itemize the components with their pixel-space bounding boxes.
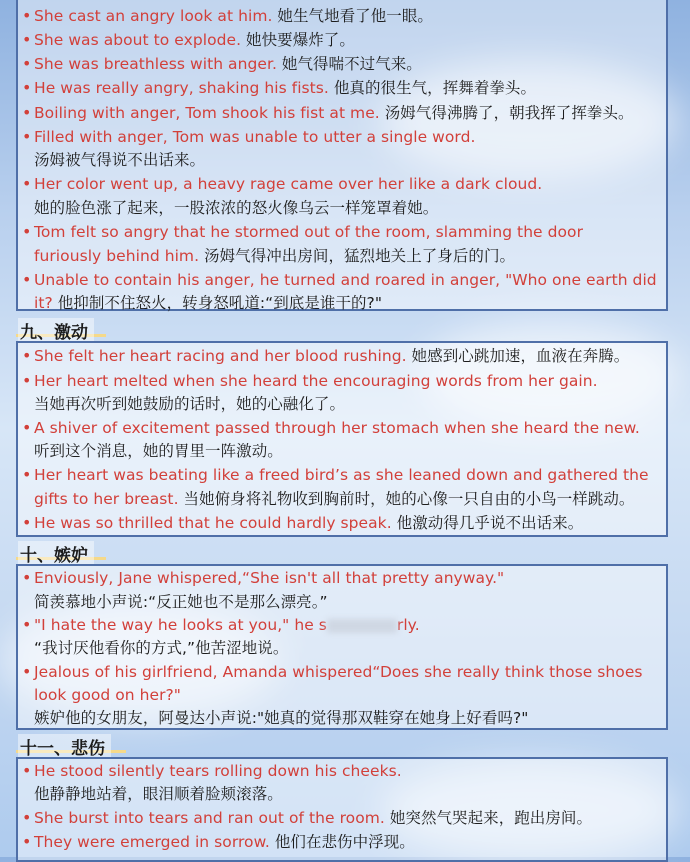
list-item: • Her heart melted when she heard the encouraging words from her gain.: [22, 371, 598, 390]
list-item-translation: 她的脸色涨了起来，一股浓浓的怒火像乌云一样笼罩着她。: [34, 199, 439, 217]
bullet-icon: •: [22, 6, 32, 25]
list-item: • Enviously, Jane whispered,“She isn't all that pretty anyway.": [22, 568, 505, 587]
bullet-icon: •: [22, 270, 32, 289]
list-item-continuation: furiously behind him. 汤姆气得冲出房间，猛烈地关上了身后的门。: [34, 247, 516, 265]
section-heading-jealousy: 十、嫉妒: [18, 541, 94, 566]
bullet-icon: •: [22, 30, 32, 49]
list-item-translation: 当她再次听到她鼓励的话时，她的心融化了。: [34, 395, 346, 413]
list-item-translation: 听到这个消息，她的胃里一阵激动。: [34, 442, 283, 460]
list-item-continuation: look good on her?": [34, 686, 181, 704]
bullet-icon: •: [22, 78, 32, 97]
bullet-icon: •: [22, 513, 32, 532]
bullet-icon: •: [22, 174, 32, 193]
list-item: • Tom felt so angry that he stormed out of the room, slamming the door: [22, 222, 584, 241]
bullet-icon: •: [22, 568, 32, 587]
list-item-translation: 他静静地站着，眼泪顺着脸颊滚落。: [34, 785, 283, 803]
list-item: • A shiver of excitement passed through her stomach when she heard the new.: [22, 418, 640, 437]
list-item: • Boiling with anger, Tom shook his fist at me. 汤姆气得沸腾了，朝我挥了挥拳头。: [22, 103, 634, 122]
bullet-icon: •: [22, 761, 32, 780]
list-item: • She cast an angry look at him. 她生气地看了他一眼。: [22, 6, 433, 25]
list-item-translation: 简羡慕地小声说:“反正她也不是那么漂亮。”: [34, 593, 328, 611]
list-item: • She was breathless with anger. 她气得喘不过气来。: [22, 54, 422, 73]
bullet-icon: •: [22, 222, 32, 241]
list-item-translation: 嫉妒他的女朋友，阿曼达小声说:"她真的觉得那双鞋穿在她身上好看吗?": [34, 709, 529, 727]
bullet-icon: •: [22, 662, 32, 681]
bullet-icon: •: [22, 371, 32, 390]
section-heading-excitement: 九、激动: [18, 318, 94, 343]
bullet-icon: •: [22, 615, 32, 634]
bullet-icon: •: [22, 808, 32, 827]
list-item: • Her color went up, a heavy rage came over her like a dark cloud.: [22, 174, 543, 193]
list-item: • She was about to explode. 她快要爆炸了。: [22, 30, 355, 49]
list-item: • "I hate the way he looks at you," he s rly.: [22, 615, 420, 634]
bullet-icon: •: [22, 127, 32, 146]
list-item: • They were emerged in sorrow. 他们在悲伤中浮现。: [22, 832, 415, 851]
bullet-icon: •: [22, 832, 32, 851]
blurred-text: [327, 619, 397, 633]
bullet-icon: •: [22, 418, 32, 437]
list-item: • Jealous of his girlfriend, Amanda whispered“Does she really think those shoes: [22, 662, 643, 681]
list-item: • He was so thrilled that he could hardly speak. 他激动得几乎说不出话来。: [22, 513, 584, 532]
section-heading-sadness: 十一、悲伤: [18, 734, 111, 759]
list-item: • Filled with anger, Tom was unable to utter a single word.: [22, 127, 476, 146]
list-item: • She burst into tears and ran out of the room. 她突然气哭起来，跑出房间。: [22, 808, 593, 827]
bullet-icon: •: [22, 346, 32, 365]
bullet-icon: •: [22, 465, 32, 484]
list-item-translation: 汤姆被气得说不出话来。: [34, 151, 206, 169]
list-item: • Her heart was beating like a freed bird’s as she leaned down and gathered the: [22, 465, 649, 484]
list-item: • She felt her heart racing and her blood rushing. 她感到心跳加速，血液在奔腾。: [22, 346, 630, 365]
list-item-translation: “我讨厌他看你的方式,”他苦涩地说。: [34, 639, 289, 657]
list-item-continuation: gifts to her breast. 当她俯身将礼物收到胸前时，她的心像一只自由的小鸟一样跳动。: [34, 490, 635, 508]
list-item-continuation: it? 他抑制不住怒火，转身怒吼道:“到底是谁干的?": [34, 294, 383, 312]
list-item: • He stood silently tears rolling down his cheeks.: [22, 761, 402, 780]
list-item: • He was really angry, shaking his fists. 他真的很生气，挥舞着拳头。: [22, 78, 537, 97]
bullet-icon: •: [22, 54, 32, 73]
bullet-icon: •: [22, 103, 32, 122]
list-item: • Unable to contain his anger, he turned and roared in anger, "Who one earth did: [22, 270, 657, 289]
